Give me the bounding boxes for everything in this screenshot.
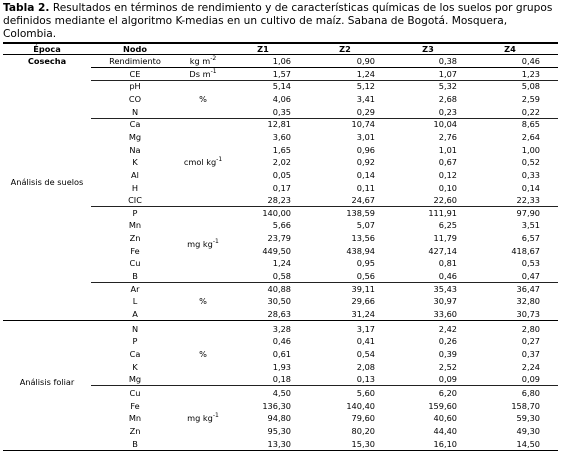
cell-z4: 2,24 <box>521 361 540 372</box>
cell-z2: 1,24 <box>356 68 375 79</box>
cell-z4: 2,64 <box>521 131 540 142</box>
cell-z4: 59,30 <box>516 413 540 424</box>
cell-z2: 0,41 <box>356 336 375 347</box>
cell-z4: 418,67 <box>511 245 540 256</box>
cell-z2: 13,56 <box>351 233 375 244</box>
cell-z1: 12,81 <box>267 119 291 130</box>
header-z2: Z2 <box>339 44 351 54</box>
row-nodo: CIC <box>128 195 142 206</box>
cell-z3: 6,25 <box>438 220 457 231</box>
cell-z2: 2,08 <box>356 361 375 372</box>
cell-z3: 1,01 <box>438 144 457 155</box>
group-label-suelos: Análisis de suelos <box>10 176 84 187</box>
cell-z3: 0,23 <box>438 106 457 117</box>
row-separator <box>91 80 558 81</box>
cell-z4: 22,33 <box>516 195 540 206</box>
cell-z2: 0,29 <box>356 106 375 117</box>
cell-z3: 22,60 <box>433 195 457 206</box>
row-nodo: Fe <box>130 400 140 411</box>
cell-z1: 3,28 <box>272 323 291 334</box>
row-nodo: K <box>132 157 138 168</box>
cell-z3: 2,68 <box>438 93 457 104</box>
cell-z2: 5,07 <box>356 220 375 231</box>
row-nodo: B <box>132 271 138 282</box>
cell-z1: 140,00 <box>262 207 291 218</box>
cell-z1: 1,24 <box>272 258 291 269</box>
unit-text: kg m <box>189 56 211 66</box>
unit-text: mg kg <box>187 239 213 250</box>
unit-block-label <box>179 94 227 104</box>
cell-z1: 2,02 <box>272 157 291 168</box>
cell-z3: 11,79 <box>433 233 457 244</box>
cell-z1: 1,06 <box>272 56 291 66</box>
row-nodo: Zn <box>129 233 141 244</box>
cell-z4: 49,30 <box>516 425 540 436</box>
row-nodo: Mn <box>128 220 142 231</box>
unit-exponent: -1 <box>212 238 219 246</box>
cell-z4: 0,37 <box>521 348 540 359</box>
unit-text: cmol kg <box>183 157 217 168</box>
unit-text: % <box>199 296 207 307</box>
header-nodo: Nodo <box>123 44 147 54</box>
cell-z3: 10,04 <box>433 119 457 130</box>
row-separator <box>91 67 558 68</box>
row-unit <box>179 69 227 79</box>
cell-z4: 3,51 <box>521 220 540 231</box>
cell-z2: 31,24 <box>351 309 375 319</box>
cell-z3: 2,76 <box>438 131 457 142</box>
cell-z4: 6,80 <box>521 387 540 398</box>
row-nodo: P <box>132 336 138 347</box>
row-nodo: H <box>131 182 139 193</box>
unit-block-label <box>179 349 227 359</box>
cell-z3: 2,42 <box>438 323 457 334</box>
row-separator <box>91 282 558 283</box>
unit-exponent: -2 <box>210 55 217 62</box>
row-nodo: Ca <box>129 348 141 359</box>
row-nodo: Na <box>129 144 141 155</box>
cell-z1: 0,17 <box>272 182 291 193</box>
group-label-foliar: Análisis foliar <box>19 377 75 388</box>
cell-z4: 36,47 <box>516 283 540 294</box>
cell-z4: 32,80 <box>516 296 540 307</box>
row-nodo: Mn <box>128 413 142 424</box>
cell-z2: 24,67 <box>351 195 375 206</box>
cell-z2: 0,13 <box>356 374 375 385</box>
header-z1: Z1 <box>257 44 269 54</box>
cell-z3: 111,91 <box>428 207 457 218</box>
header-epoca: Época <box>33 44 61 54</box>
row-nodo: Rendimiento <box>109 56 161 66</box>
cell-z3: 2,52 <box>438 361 457 372</box>
row-nodo: L <box>132 296 138 307</box>
row-nodo: K <box>132 361 138 372</box>
unit-block-label <box>179 157 227 167</box>
row-nodo: P <box>132 207 138 218</box>
cell-z1: 136,30 <box>262 400 291 411</box>
cell-z4: 0,46 <box>521 56 540 66</box>
cell-z3: 0,67 <box>438 157 457 168</box>
cell-z2: 138,59 <box>346 207 375 218</box>
cell-z2: 10,74 <box>351 119 375 130</box>
cell-z1: 1,57 <box>272 68 291 79</box>
row-nodo: Fe <box>130 245 140 256</box>
row-nodo: CE <box>129 68 141 79</box>
cell-z4: 0,53 <box>521 258 540 269</box>
cell-z1: 1,93 <box>272 361 291 372</box>
cell-z4: 0,14 <box>521 182 540 193</box>
cell-z4: 14,50 <box>516 438 540 449</box>
cell-z4: 0,33 <box>521 169 540 180</box>
cell-z4: 0,09 <box>521 374 540 385</box>
cell-z1: 5,66 <box>272 220 291 231</box>
cell-z1: 1,65 <box>272 144 291 155</box>
cell-z2: 79,60 <box>351 413 375 424</box>
cell-z2: 0,11 <box>356 182 375 193</box>
table-caption <box>3 2 559 41</box>
row-nodo: N <box>131 106 139 117</box>
cell-z4: 2,80 <box>521 323 540 334</box>
cell-z1: 4,50 <box>272 387 291 398</box>
cell-z2: 80,20 <box>351 425 375 436</box>
cell-z3: 16,10 <box>433 438 457 449</box>
row-separator <box>91 206 558 207</box>
unit-text: % <box>199 348 207 359</box>
cell-z4: 97,90 <box>516 207 540 218</box>
cell-z3: 1,07 <box>438 68 457 79</box>
row-nodo: N <box>131 323 139 334</box>
cell-z3: 40,60 <box>433 413 457 424</box>
cell-z2: 39,11 <box>351 283 375 294</box>
cell-z1: 28,23 <box>267 195 291 206</box>
cell-z3: 0,26 <box>438 336 457 347</box>
cell-z4: 8,65 <box>521 119 540 130</box>
cell-z4: 6,57 <box>521 233 540 244</box>
cell-z1: 4,06 <box>272 93 291 104</box>
cell-z2: 0,56 <box>356 271 375 282</box>
cell-z1: 30,50 <box>267 296 291 307</box>
cell-z4: 0,27 <box>521 336 540 347</box>
cell-z2: 0,96 <box>356 144 375 155</box>
caption-text: Resultados en términos de rendimiento y de características químicas de los suelos por grupos definidos mediante el algoritmo K-medias en un cultivo de maíz. Sabana de Bogotá. Mosquera, Colombia. <box>3 2 553 40</box>
cell-z2: 0,95 <box>356 258 375 269</box>
row-nodo: Mg <box>128 374 142 385</box>
cell-z3: 33,60 <box>433 309 457 319</box>
cell-z1: 0,58 <box>272 271 291 282</box>
cell-z2: 3,17 <box>356 323 375 334</box>
unit-text: % <box>199 93 207 104</box>
cell-z2: 29,66 <box>351 296 375 307</box>
cell-z3: 159,60 <box>428 400 457 411</box>
row-nodo: Ar <box>130 283 140 294</box>
cell-z3: 44,40 <box>433 425 457 436</box>
cell-z2: 0,54 <box>356 348 375 359</box>
cell-z3: 0,12 <box>438 169 457 180</box>
cell-z3: 5,32 <box>438 81 457 92</box>
cell-z2: 3,41 <box>356 93 375 104</box>
cell-z1: 0,35 <box>272 106 291 117</box>
cell-z1: 5,14 <box>272 81 291 92</box>
cell-z1: 0,18 <box>272 374 291 385</box>
cell-z1: 0,46 <box>272 336 291 347</box>
header-z3: Z3 <box>422 44 434 54</box>
cell-z1: 0,05 <box>272 169 291 180</box>
row-nodo: Ca <box>129 119 141 130</box>
cell-z1: 28,63 <box>267 309 291 319</box>
cell-z4: 5,08 <box>521 81 540 92</box>
cell-z2: 5,60 <box>356 387 375 398</box>
row-nodo: Zn <box>129 425 141 436</box>
cell-z4: 30,73 <box>516 309 540 319</box>
cell-z3: 0,09 <box>438 374 457 385</box>
cell-z4: 1,00 <box>521 144 540 155</box>
cell-z4: 0,47 <box>521 271 540 282</box>
cell-z2: 140,40 <box>346 400 375 411</box>
unit-exponent: -1 <box>216 156 223 164</box>
unit-exponent: -1 <box>210 67 217 75</box>
unit-exponent: -1 <box>212 412 219 420</box>
header-z4: Z4 <box>504 44 516 54</box>
row-nodo: pH <box>129 81 141 92</box>
unit-block-label <box>179 239 227 249</box>
cell-z1: 95,30 <box>267 425 291 436</box>
table-label: Tabla 2. <box>3 2 50 14</box>
cell-z4: 0,22 <box>521 106 540 117</box>
cell-z3: 0,39 <box>438 348 457 359</box>
row-nodo: A <box>132 309 138 319</box>
cell-z1: 40,88 <box>267 283 291 294</box>
cell-z4: 158,70 <box>511 400 540 411</box>
cell-z3: 0,46 <box>438 271 457 282</box>
cell-z1: 94,80 <box>267 413 291 424</box>
unit-block-label <box>179 413 227 423</box>
row-nodo: Mg <box>128 131 142 142</box>
cell-z2: 15,30 <box>351 438 375 449</box>
row-separator <box>91 385 558 386</box>
row-separator <box>3 320 558 321</box>
cell-z1: 0,61 <box>272 348 291 359</box>
row-nodo: Cu <box>129 387 141 398</box>
cell-z1: 3,60 <box>272 131 291 142</box>
cell-z3: 427,14 <box>428 245 457 256</box>
cell-z4: 1,23 <box>521 68 540 79</box>
unit-block-label <box>179 296 227 306</box>
unit-text: mg kg <box>187 413 213 424</box>
row-separator <box>91 118 558 119</box>
cell-z2: 5,12 <box>356 81 375 92</box>
cell-z4: 0,52 <box>521 157 540 168</box>
cell-z3: 0,38 <box>438 56 457 66</box>
cell-z3: 0,10 <box>438 182 457 193</box>
cell-z3: 6,20 <box>438 387 457 398</box>
cell-z1: 13,30 <box>267 438 291 449</box>
row-nodo: Cu <box>129 258 141 269</box>
row-nodo: Al <box>131 169 139 180</box>
cell-z2: 0,14 <box>356 169 375 180</box>
cell-z2: 0,90 <box>356 56 375 66</box>
cell-z1: 23,79 <box>267 233 291 244</box>
unit-text: Ds m <box>189 68 211 79</box>
cell-z3: 0,81 <box>438 258 457 269</box>
cell-z3: 30,97 <box>433 296 457 307</box>
cell-z2: 3,01 <box>356 131 375 142</box>
cell-z2: 438,94 <box>346 245 375 256</box>
row-nodo: B <box>132 438 138 449</box>
row-nodo: CO <box>128 93 142 104</box>
cell-z4: 2,59 <box>521 93 540 104</box>
cell-z3: 35,43 <box>433 283 457 294</box>
header-cosecha: Cosecha <box>27 56 67 66</box>
cell-z2: 0,92 <box>356 157 375 168</box>
row-separator <box>3 450 558 451</box>
header-mid-rule <box>3 54 558 55</box>
cell-z1: 449,50 <box>262 245 291 256</box>
row-unit <box>179 56 227 66</box>
